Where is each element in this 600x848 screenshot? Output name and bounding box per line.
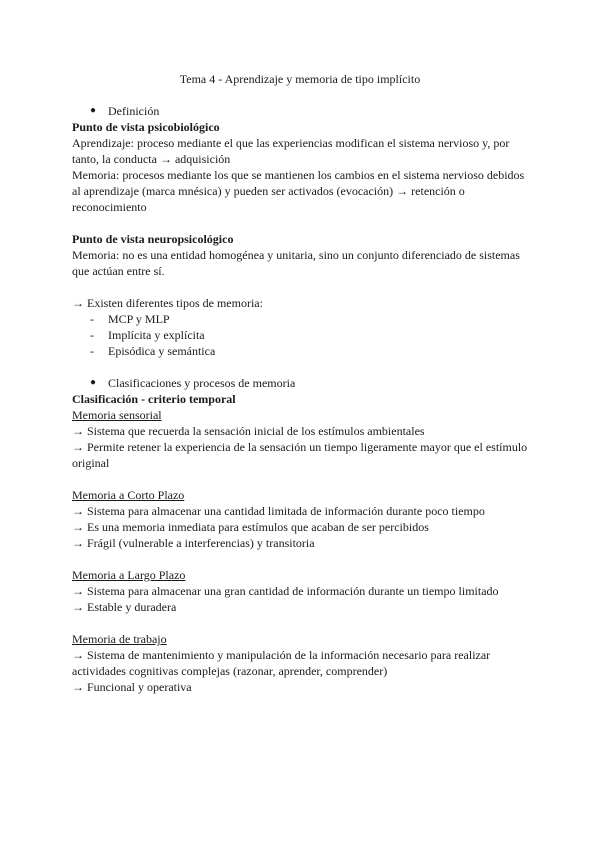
bullet-clasificaciones: [72, 375, 532, 391]
section-title-largo-plazo: Memoria a Largo Plazo: [72, 568, 186, 582]
bullet-label: Definición: [108, 104, 160, 118]
list-item-label: MCP y MLP: [108, 312, 170, 326]
paragraph-line: → Funcional y operativa: [72, 680, 192, 694]
bullet-label: Clasificaciones y procesos de memoria: [108, 376, 296, 390]
list-item-label: Implícita y explícita: [108, 328, 205, 342]
document-body: [72, 103, 532, 695]
list-item: - Episódica y semántica: [90, 344, 216, 358]
heading-psicobiologico: Punto de vista psicobiológico: [72, 120, 220, 134]
section-title-sensorial: Memoria sensorial: [72, 408, 162, 422]
section-title-corto-plazo: Memoria a Corto Plazo: [72, 488, 185, 502]
paragraph-line: → Sistema para almacenar una cantidad limitada de información durante poco tiempo: [72, 504, 485, 518]
paragraph-aprendizaje: Aprendizaje: proceso mediante el que las experiencias modifican el sistema nervioso y, por tanto, la conducta → adquisición: [72, 136, 510, 166]
paragraph-memoria: Memoria: procesos mediante los que se mantienen los cambios en el sistema nervioso debidos al aprendizaje (marca mnésica) y pueden ser activados (evocación) → retención o reconocimiento: [72, 168, 525, 214]
paragraph-line: → Sistema para almacenar una gran cantidad de información durante un tiempo limitado: [72, 584, 499, 598]
section-title-trabajo: Memoria de trabajo: [72, 632, 167, 646]
list-item: - MCP y MLP: [90, 312, 170, 326]
paragraph-line: → Estable y duradera: [72, 600, 177, 614]
list-item-label: Episódica y semántica: [108, 344, 216, 358]
bullet-dot-icon: ●: [90, 105, 97, 116]
heading-neuropsicologico: Punto de vista neuropsicológico: [72, 232, 234, 246]
bullet-definicion: [72, 103, 532, 119]
document-title: Tema 4 - Aprendizaje y memoria de tipo implícito: [179, 72, 421, 86]
tipos-intro: → Existen diferentes tipos de memoria:: [72, 296, 263, 310]
paragraph-line: → Permite retener la experiencia de la sensación un tiempo ligeramente mayor que el estímulo original: [72, 440, 528, 470]
paragraph-neuro-memoria: Memoria: no es una entidad homogénea y unitaria, sino un conjunto diferenciado de sistemas que actúan entre sí.: [72, 248, 520, 278]
paragraph-line: → Sistema de mantenimiento y manipulación de la información necesario para realizar actividades cognitivas complejas (razonar, aprender, comprender): [72, 648, 491, 678]
list-item: - Implícita y explícita: [90, 328, 205, 342]
paragraph-line: → Es una memoria inmediata para estímulos que acaban de ser percibidos: [72, 520, 429, 534]
heading-clasificacion: Clasificación - criterio temporal: [72, 392, 236, 406]
bullet-dot-icon: ●: [90, 377, 97, 388]
paragraph-line: → Frágil (vulnerable a interferencias) y transitoria: [72, 536, 315, 550]
paragraph-line: → Sistema que recuerda la sensación inicial de los estímulos ambientales: [72, 424, 425, 438]
